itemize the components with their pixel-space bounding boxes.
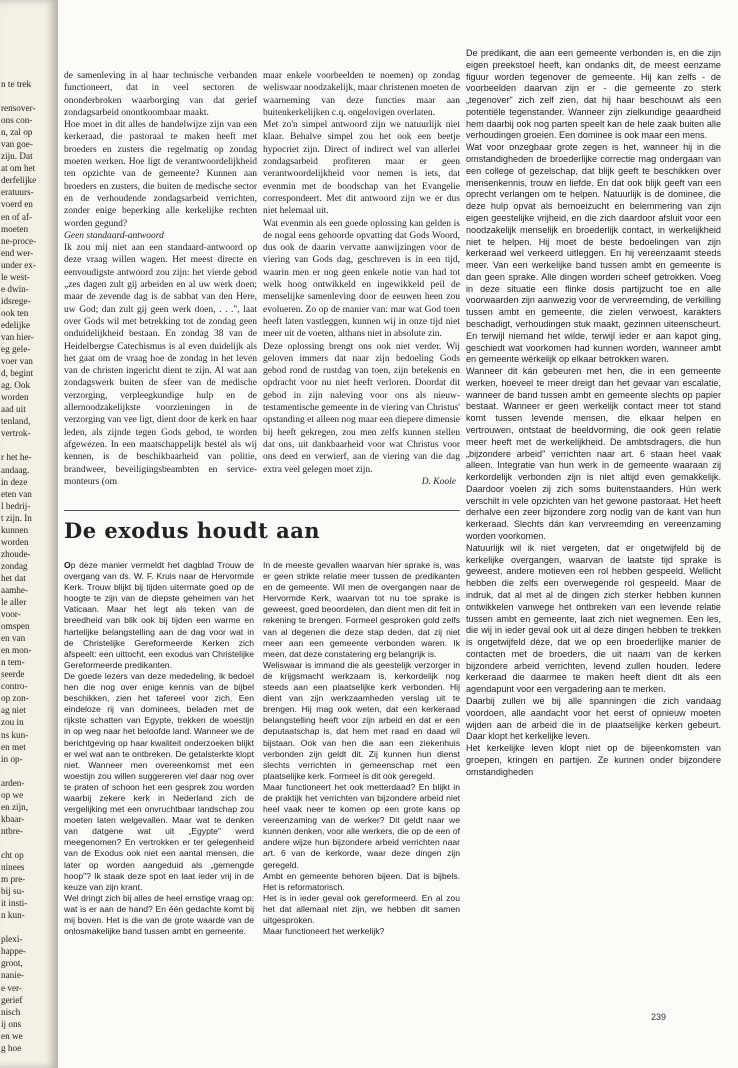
paragraph: Deze oplossing brengt ons ook niet verder. Wij geloven immers dat naar zijn bedoeling Gods gebod rond de rustdag van toen, zijn betekenis en opdracht voor nu niet heeft verloren. Doordat dit gebod in zijn naleving voor ons als nieuw-testamentische gemeente in de viering van Christus' opstanding et alleen nog maar een diepere dimensie bij heeft gekregen, zou men zelfs kunnen stellen dat ons, uit dankbaarheid voor wat Christus voor ons deed en verwierf, aan de viering van die dag extra veel gelegen moet zijn. (263, 341, 460, 475)
facing-page-line: contro- (1, 681, 28, 692)
facing-page-line: e dwin- (1, 283, 29, 294)
section-divider (64, 510, 460, 511)
article2-column-1 (64, 560, 254, 937)
facing-page-line: ag niet (1, 705, 26, 716)
paragraph: Wanneer dit kán gebeuren met hen, die in een gemeente werken, hoeveel te meer dreigt dan het gevaar van escalatie, wanneer de band tussen ambt en gemeente slechts op papier bestaat. Wanneer er geen werkelijk contact meer tot stand komt tussen levende mensen, die elkaar helpen en vertrouwen, ontstaat de beeldvorming, die ook geen relatie meer heeft met de werkelijkheid. De ambtsdragers, die hun „bijzondere arbeid" verrichten naar art. 6 staan heel vaak alleen. Integratie van hun werk in de gemeente waaraan zij kerkordelijk verbonden zijn is niet altijd even gemakkelijk. Daardoor voelen zij zich soms buitenstaanders. Hún werk verschilt in vele opzichten van het gewone pastoraat. Het heeft derhalve een zeer bijzondere zorg nodig van de kant van hun kerkeraad. Slechts dán kan vervreemding en vereenzaming worden voorkomen. (466, 366, 721, 542)
paragraph: Ambt en gemeente behoren bijeen. Dat is bijbels. Het is reformatorisch. (263, 870, 460, 892)
facing-page-line: eg gele- (1, 344, 31, 355)
facing-page-line: n tem- (1, 657, 25, 668)
facing-page-line: happe- (1, 946, 26, 957)
facing-page-line: r het he- (1, 452, 32, 463)
facing-page-line (0, 90, 58, 102)
paragraph: Het kerkelijke leven klopt niet op de bijeenkomsten van groepen, kringen en partijen. Ze kunnen onder bijzondere omstandigheden (466, 743, 721, 777)
facing-page-line: l bedrij- (1, 500, 31, 511)
facing-page-line: end wer- (1, 247, 34, 258)
subheading: Geen standaard-antwoord (64, 230, 164, 241)
paragraph: Ik zou mij niet aan een standaard-antwoord op deze vraag willen wagen. Het meest directe en eenvoudigste antwoord zou zijn: het vierde gebod „zes dagen zult gij arbeiden en al uw werk doen; maar de zevende dag is de sabbat van den Here, uw God; dan zult gij geen werk doen, . . .", laat over Gods wil met betrekking tot de zondag geen onduidelijkheid bestaan. En zondag 38 van de Heidelbergse Catechismus is al even duidelijk als het gaat om de vraag hoe de zondag in het leven van de christen ingericht dient te zijn. Al wat aan zondagswerk buiten de sfeer van de medische verzorging, verpleegkundige hulp en de allernoodzakelijkste voorzieningen in de verzorging van vee ligt, dient door de kerk en haar leden, als zijnde tegen Gods gebod, te worden afgewezen. In een maatschappelijk bestel als wij kennen, is de beschikbaarheid van politie, brandweer, beveiligingsbeambten en service-monteurs (om (64, 243, 257, 487)
paragraph: Wat voor onzegbaar grote zegen is het, wanneer hij in die omstandigheden de broederlijke correctie mag ondergaan van een college of gezelschap, dat blijk geeft te beschikken over mensenkennis, trouw en liefde. En dat ook blijk geeft van een oprecht verlangen om te helpen. Natuurlijk is de dominee, die deze hulp opvat als bemoeizucht en belemmering van zijn eigen geestelijke vrijheid, en die zich daardoor afsluit voor een noodzakelijk menselijk en broederlijk contact, in werkelijkheid niet te helpen. Hij moet de beste bedoelingen van zijn kerkeraad wel verkeerd uitleggen. En hij vereenzaamt steeds meer. Van een werkelijke band tussen ambt en gemeente is dan geen sprake. Alle dingen worden scheef getrokken. Voeg in deze situatie een flinke dosis partijzucht toe en alle voorwaarden zijn aanwezig voor de vervreemding, de verkilling tussen ambt en gemeente, die zielen verwoest, karakters beschadigt, verhoudingen stuk maakt, gezinnen uiteenscheurt. En terwijl niemand het wilde, terwijl ieder er aan kapot ging, geschiedt wat voorkomen had kunnen worden, wanneer ambt en gemeente wérkelijk op elkaar betrokken waren. (466, 142, 721, 365)
facing-page-line (0, 765, 58, 777)
facing-page-line: zou in (1, 717, 24, 728)
facing-page-edge (0, 0, 58, 1068)
facing-page-line: moeten (1, 223, 29, 234)
facing-page-line: ag. Ook (1, 380, 31, 391)
paragraph: Met zo'n simpel antwoord zijn we natuurlijk niet klaar. Behalve simpel zou het ook een beetje hypocriet zijn. Direct of indirect wel van allerlei zondagsarbeid profiteren maar er geen verantwoordelijkheid voor nemen is iets, dat evenmin met de boodschap van het Evangelie correspondeert. Met dit antwoord zijn we er dus niet helemaal uit. (263, 120, 460, 217)
facing-page-line: edelijke (1, 319, 31, 330)
facing-page-line: zhoude- (1, 548, 31, 559)
facing-page-line: en mon- (1, 645, 32, 656)
facing-page-line: arden- (1, 777, 25, 788)
facing-page-line: e ver- (1, 982, 22, 993)
facing-page-line: n, zal op (1, 127, 33, 138)
facing-page-line: seerde (1, 669, 25, 680)
facing-page-line: ninees (1, 862, 25, 873)
facing-page-line: gerief (1, 994, 23, 1005)
paragraph: De goede lezers van deze mededeling, ik bedoel hen die nog over enige kennis van de bijbel beschikken, zien het tafereel voor zich. Een eindeloze rij van dominees, beladen met de rijkste schatten van Egypte, trekken de woestijn in op weg naar het beloofde land. Wanneer we de berichtgeving op haar kwaliteit onderzoeken blijkt er wel wat aan te ontbreken. De getalsterkte klopt niet. Wanneer men overeenkomst met een woestijn zou willen suggereren viel daar nog over te praten of schoon het een gesprek zou worden waarbij zekere kerk in Nederland zich de vergelijking met een onvruchtbaar landschap zou moeten laten welgevallen. Maar wat te denken van datgene wat uit „Egypte" werd meegenomen? En vertrokken er ter gelegenheid van de Exodus ook niet een aantal mensen, die later op worden aangeduid als „gemengde hoop"? Ik staak deze spot en laat ieder vrij in de keuze van zijn krant. (64, 670, 254, 892)
facing-page-line: aamhe- (1, 584, 29, 595)
facing-page-line: le aller (1, 597, 27, 608)
facing-page-line: ij ons (1, 1018, 22, 1029)
facing-page-line: eratuurs- (1, 187, 34, 198)
facing-page-line: g hoe (1, 1042, 22, 1053)
facing-page-line: worden (1, 536, 29, 547)
facing-page-line: plexi- (1, 934, 23, 945)
facing-page-line: worden (1, 392, 29, 403)
facing-page-line: voor- (1, 609, 21, 620)
article2-column-2 (263, 560, 460, 937)
facing-page-line: tenland, (1, 416, 31, 427)
page-number: 239 (651, 1012, 667, 1022)
facing-page-line: ne-proce- (1, 235, 37, 246)
facing-page-line: derfelijke (1, 175, 37, 186)
paragraph: maar enkele voorbeelden te noemen) op zondag weliswaar noodzakelijk, maar christenen moeten de waarneming van deze functies maar aan buitenkerkelijken c.q. ongelovigen overlaten. (263, 71, 460, 118)
facing-page-line: le west- (1, 271, 30, 282)
article1-column-1 (64, 70, 257, 488)
facing-page-line: zijn. Dat (1, 151, 33, 162)
facing-page-line: zondag (1, 560, 28, 571)
facing-page-line: in op- (1, 753, 23, 764)
facing-page-line: andaag. (1, 464, 30, 475)
facing-page-line: groot, (1, 958, 23, 969)
facing-page-line: en of af- (1, 211, 33, 222)
article-title: De exodus houdt aan (64, 518, 321, 543)
facing-page-line: voerd en (1, 199, 33, 210)
facing-page-line: rensover- (1, 103, 36, 114)
facing-page-line: kbaar- (1, 813, 25, 824)
facing-page-line: en zijn, (1, 801, 29, 812)
facing-page-line: in deze (1, 476, 28, 487)
paragraph: Wel dringt zich bij alles de heel ernstige vraag op: wat is er aan de hand? En één gedachte komt bij mij boven. Het is die van de grote waarde van de onlosmakelijke band tussen ambt en gemeente. (64, 892, 254, 937)
paragraph: Daarbij zullen we bij alle spanningen die zich vandaag voordoen, alle aandacht voor het eerst of opnieuw moeten wijden aan de arbeid die in de plaatselijke kerken gebeurt. Daar klopt het kerkelijke leven. (466, 695, 721, 742)
paragraph: de samenleving in al haar technische verbanden functioneert, dat in veel sectoren de ononderbroken waarborging van dat gerief zondagsarbeid onontkoombaar maakt. (64, 71, 257, 118)
facing-page-line: m pre- (1, 874, 26, 885)
facing-page-line: ns kun- (1, 729, 29, 740)
facing-page-line: ook ten (1, 307, 29, 318)
facing-page-line: op zon- (1, 693, 29, 704)
facing-page-line: at om het (1, 163, 36, 174)
facing-page-line (0, 837, 58, 849)
facing-page-line (0, 439, 58, 451)
paragraph: Het is in ieder geval ook gereformeerd. En al zou het dat allemaal niet zijn, we hebben dit samen uitgesproken. (263, 892, 460, 925)
article1-column-2 (263, 70, 460, 488)
facing-page-line: aad uit (1, 404, 26, 415)
paragraph: In de meeste gevallen waarvan hier sprake is, was er geen strikte relatie meer tussen de predikanten en de gemeente. Wil men de overgangen naar de Hervormde Kerk, waarvan tot nu toe sprake is geweest, goed beoordelen, dan dient men dit feit in rekening te brengen. Formeel gesproken gold zelfs van al degenen die deze stap deden, dat zij niet meer aan een gemeente verbonden waren. Ik meen, dat deze constatering erg belangrijk is. (263, 560, 460, 659)
facing-page-line: nisch (1, 1006, 21, 1017)
paragraph: De predikant, die aan een gemeente verbonden is, en die zijn eigen preekstoel heeft, kan ondanks dit, de meest eenzame figuur worden tegenover de gemeente. Hij kan zelfs - de voorbeelden daarvan zijn er - die gemeente zo sterk „tegenover" zich zelf zien, dat hij haar beschouwt als een potentiële tegenstander. Wanneer zijn zielkundige geaardheid hem daarbij ook nog parten speelt kan de hele zaak buiten alle verhoudingen groeien. Een dominee is ook maar een mens. (466, 48, 721, 141)
top-margin (0, 0, 58, 78)
facing-page-line: en we (1, 1030, 23, 1041)
facing-page-line: nanie- (1, 970, 24, 981)
facing-page-line: omspen (1, 621, 30, 632)
facing-page-line: n te trek (1, 79, 32, 89)
facing-page-line: d, begint (1, 368, 34, 379)
facing-page-line: ntbre- (1, 825, 23, 836)
facing-page-line: cht op (1, 850, 24, 860)
paragraph: Weliswaar is immand die als geestelijk verzorger in de krijgsmacht werkzaam is, kerkordelijk nog steeds aan een plaatselijke kerk verbonden. Hij dient van zijn werkzaamheden verslag uit te brengen. Hij mag ook weten, dat een kerkeraad belangstelling heeft voor zijn arbeid en dat er een deputaatschap is, dat hem met raad en daad wil bijstaan. Ook van hen die aan een ziekenhuis verbonden zijn geldt dit. Zij kunnen hun dienst slechts verrichten in gemeenschap met een plaatselijke kerk. Formeel is dit ook geregeld. (263, 659, 460, 781)
facing-page-line: n kun- (1, 910, 25, 921)
paragraph: Natuurlijk wil ik niet vergeten, dat er ongetwijfeld bij de kerkelijke overgangen, waarvan de laatste tijd sprake is geweest, andere motieven een rol hebben gespeeld. Wellicht hebben die zelfs een overwegende rol gespeeld. Maar de indruk, dat al met al de dingen zich sterker hebben kunnen ontwikkelen vanwege het ontbreken van een levende relatie tussen ambt en gemeente, laat zich niet wegnemen. Een les, die wij in ieder geval ook uit al deze dingen hebben te trekken is ongetwijfeld déze, dat we op een broederlijke manier de contacten met de broeders, die uit naam van de kerken bijzondere arbeid verrichten, levend zullen houden. Iedere kerkeraad die daarmee te maken heeft dient dit als een agendapunt voor een vergadering aan te merken. (466, 542, 721, 695)
article2-column-3 (466, 48, 721, 778)
facing-page-line: it insti- (1, 898, 28, 909)
facing-page-line: bij su- (1, 886, 25, 897)
facing-page-line: kunnen (1, 524, 29, 535)
paragraph: Wat evenmin als een goede oplossing kan gelden is de nogal eens gehoorde opvatting dat Gods Woord, dus ook de daarin vervatte aanwijzingen voor de viering van Gods dag, geschreven is in een tijd, waarin men er nog geen enkele notie van had tot welk hoog ontwikkeld en ingewikkeld peil de menselijke samenleving door de eeuwen heen zou evolueren. Zo op de manier van: mar wat God toen heeft laten vastleggen, kunnen wij in onze tijd niet meer uit de voeten, althans niet in absolute zin. (263, 218, 460, 340)
magazine-page (58, 48, 738, 1068)
facing-page-line: en met (1, 741, 26, 752)
author-signature: D. Koole (421, 476, 456, 487)
facing-page-line (0, 921, 58, 933)
paragraph: Hoe moet in dit alles de handelwijze zijn van een kerkeraad, die pastoraal te maken heeft met broeders en zusters die regelmatig op zondag moeten werken. Hoe ligt de verantwoordelijkheid ten opzichte van de gemeente? Kunnen aan broeders en zusters, die buiten de medische sector en de verhoudende zondagsarbeid verrichten, zonder enige beperking alle kerkelijke rechten worden gegund? (64, 120, 257, 229)
facing-page-line: vertrok- (1, 428, 31, 439)
facing-page-line: van hier- (1, 331, 34, 342)
facing-page-line: eten van (1, 488, 32, 499)
facing-page-line: en van (1, 633, 26, 644)
facing-page-line: under ex- (1, 259, 36, 270)
paragraph: Op deze manier vermeldt het dagblad Trouw de overgang van ds. W. F. Kruis naar de Hervormde Kerk. Trouw blijkt bij tijden uitermate goed op de hoogte te zijn van de diepste geheimen van het Vaticaan. Maar het legt als teken van de breedheid van blik ook bij tijden een warme en hartelijke belangstelling aan de dag voor wat in de Christelijke Gereformeerde Kerken zich afspeelt: een uittocht, een exodus van Christelijke Gereformeerde predikanten. (64, 560, 254, 670)
facing-page-line: ons con- (1, 115, 33, 126)
facing-page-line: idsrege- (1, 295, 31, 306)
facing-page-line: het dat (1, 572, 26, 583)
paragraph: Maar functioneert het werkelijk? (263, 926, 385, 937)
facing-page-line: van goe- (1, 139, 33, 150)
facing-page-line: t zijn. In (1, 512, 32, 523)
paragraph: Maar functioneert het ook metterdaad? En blijkt in de praktijk het verrichten van bijzondere arbeid niet heel vaak neer te komen op een grote kans op vereenzaming van de werker? Dit geldt naar we kunnen denken, voor alle werkers, die op de een of andere wijze hun bijzondere arbeid verrichten naar art. 6 van de kerkorde, waar deze dingen zijn geregeld. (263, 781, 460, 870)
facing-page-line: op we (1, 789, 24, 800)
facing-page-line: voer van (1, 356, 33, 367)
